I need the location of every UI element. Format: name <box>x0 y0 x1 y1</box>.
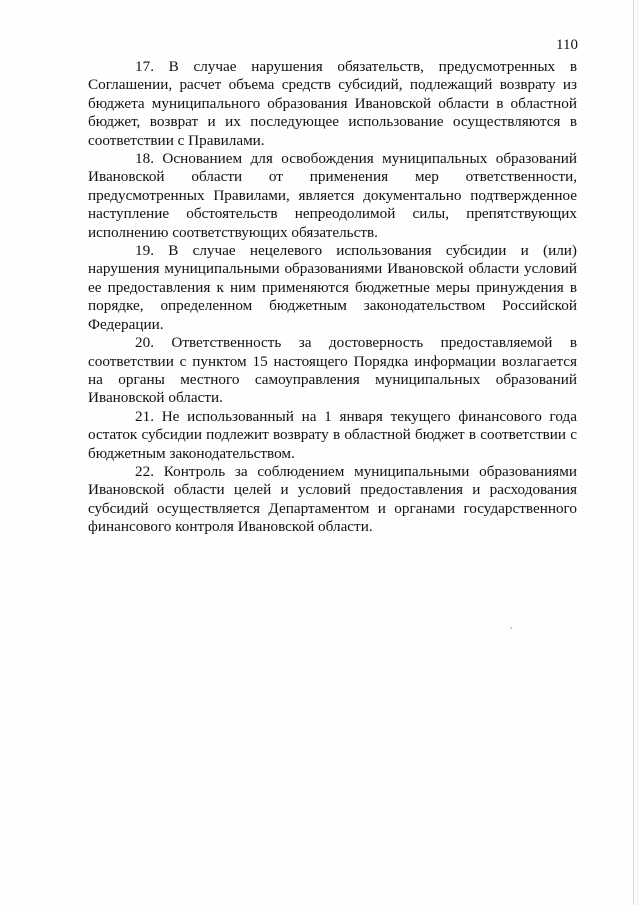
scan-speck <box>510 627 512 629</box>
document-body <box>88 58 577 537</box>
paragraph-17: 17. В случае нарушения обязательств, предусмотренных в Соглашении, расчет объема средств субсидий, подлежащий возврату из бюджета муниципального образования Ивановской области в областной бюджет, возврат и их последующее использование осуществляются в соответствии с Правилами. <box>88 58 577 149</box>
page-number: 110 <box>556 37 578 53</box>
paragraph-18: 18. Основанием для освобождения муниципальных образований Ивановской области от применения мер ответственности, предусмотренных Правилами, является документально подтвержденное наступление обстоятельств непреодолимой силы, препятствующих исполнению соответствующих обязательств. <box>88 150 577 241</box>
paragraph-20: 20. Ответственность за достоверность предоставляемой в соответствии с пунктом 15 настоящего Порядка информации возлагается на органы местного самоуправления муниципальных образований Ивановской области. <box>88 334 577 407</box>
scan-edge-line-outer <box>637 0 638 905</box>
paragraph-21: 21. Не использованный на 1 января текущего финансового года остаток субсидии подлежит возврату в областной бюджет в соответствии с бюджетным законодательством. <box>88 407 577 462</box>
paragraph-22: 22. Контроль за соблюдением муниципальными образованиями Ивановской области целей и условий предоставления и расходования субсидий осуществляется Департаментом и органами государственного финансового контроля Ивановской области. <box>88 462 577 536</box>
paragraph-19: 19. В случае нецелевого использования субсидии и (или) нарушения муниципальными образованиями Ивановской области условий ее предоставления к ним применяются бюджетные меры принуждения в порядке, определенном бюджетным законодательством Российской Федерации. <box>88 242 577 333</box>
scan-edge-line <box>633 0 634 905</box>
